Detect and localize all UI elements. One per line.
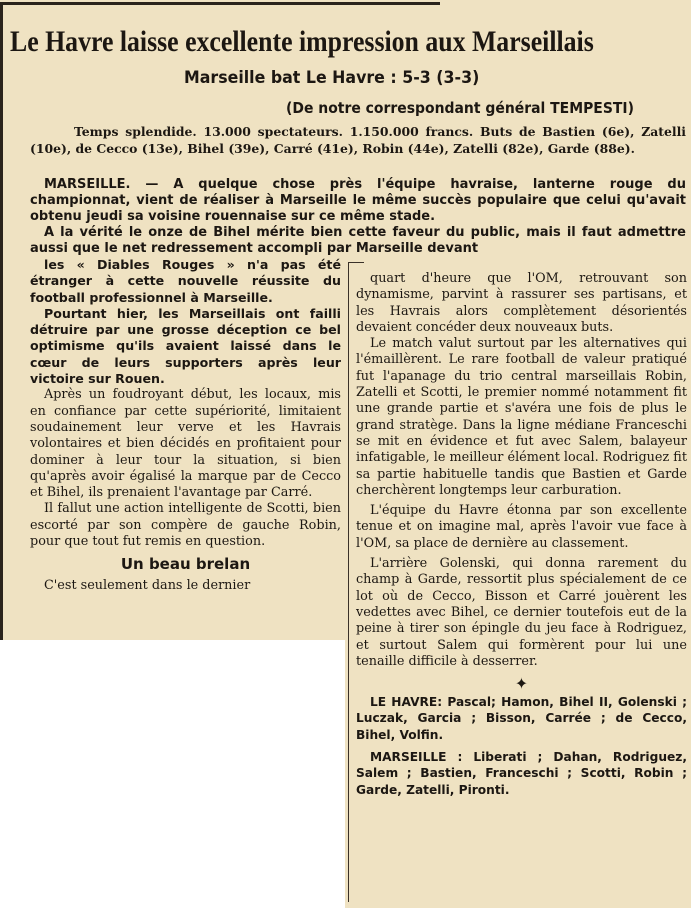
column-divider-cap [348,262,364,263]
article-byline: (De notre correspondant général TEMPESTI) [286,99,634,117]
right-paragraph-4: L'arrière Golenski, qui donna rarement du champ à Garde, ressortit plus spécialement de ce lot où de Cecco, Bisson et Carré jouèrent les vedettes avec Bihel, ce dernier toutefois eut de la peine à tirer son épingle du jeu face à Rodriguez, et surtout Salem qui formèrent pour lui une tenaille difficile à desserrer. [356,556,687,669]
right-paragraph-3: L'équipe du Havre étonna par son excellente tenue et on imagine mal, après l'avoir vue face à l'OM, sa place de dernière au classement. [356,503,687,551]
top-border-rule [0,2,440,5]
column-divider [348,262,349,902]
lead-paragraph-2: A la vérité le onze de Bihel mérite bien cette faveur du public, mais il faut admettre aussi que le net redressement accompli par Marseille devant [30,225,686,256]
lead-paragraph-1 [30,177,686,225]
article-lead [30,177,686,257]
team-lineups [356,694,687,798]
lead-text-1: A quelque chose près l'équipe havraise, lanterne rouge du championnat, vient de réaliser à Marseille le même succès populaire que celui qu'avait obtenu jeudi sa voisine rouennaise sur ce même stade. [30,177,686,224]
section-subtitle: Un beau brelan [120,555,251,574]
star-ornament-icon: ✦ [514,674,529,694]
left-column [30,257,341,595]
left-border-rule [0,2,3,640]
lineup-le-havre: LE HAVRE: Pascal; Hamon, Bihel II, Golenski ; Luczak, Garcia ; Bisson, Carrée ; de Cecco, Bihel, Volfin. [356,695,687,742]
lineup-marseille: MARSEILLE : Liberati ; Dahan, Rodriguez, Salem ; Bastien, Franceschi ; Scotti, Robin ; Garde, Zatelli, Pironti. [356,750,687,797]
dateline: MARSEILLE. — [44,177,159,192]
article-subhead: Marseille bat Le Havre : 5-3 (3-3) [184,68,480,88]
left-paragraph-2: Pourtant hier, les Marseillais ont failli détruire par une grosse déception ce bel optimisme qu'ils avaient laissé dans le cœur de leurs supporters après leur victoire sur Rouen. [30,305,341,387]
article-headline: Le Havre laisse excellente impression aux Marseillais [10,25,594,58]
right-paragraph-1: quart d'heure que l'OM, retrouvant son dynamisme, parvint à rassurer ses partisans, et les Havrais alors complètement désorientés devaient concéder deux nouveaux buts. [356,271,687,335]
left-paragraph-3: Après un foudroyant début, les locaux, mis en confiance par cette supériorité, limitaient soudainement leur verve et les Havrais volontaires et bien décidés en profitaient pour dominer à leur tour la situation, si bien qu'après avoir égalisé la marque par de Cecco et Bihel, ils prenaient l'avantage par Carré. [30,387,341,501]
match-summary: Temps splendide. 13.000 spectateurs. 1.150.000 francs. Buts de Bastien (6e), Zatelli (10e), de Cecco (13e), Bihel (39e), Carré (41e), Robin (44e), Zatelli (82e), Garde (88e). [30,124,686,156]
left-paragraph-4: Il fallut une action intelligente de Scotti, bien escorté par son compère de gauche Robin, pour que tout fut remis en question. [30,501,341,550]
left-paragraph-5: C'est seulement dans le dernier [44,578,251,594]
right-column [356,271,687,804]
left-paragraph-1: les « Diables Rouges » n'a pas été étranger à cette nouvelle réussite du football professionnel à Marseille. [30,257,341,305]
right-paragraph-2: Le match valut surtout par les alternatives qui l'émaillèrent. Le rare football de valeur pratiqué fut l'apanage du trio central marseillais Robin, Zatelli et Scotti, le premier nommé notamment fit une grande partie et s'avéra une fois de plus le grand stratège. Dans la ligne médiane Franceschi se mit en évidence et fut avec Salem, balayeur infatigable, le meilleur élément local. Rodriguez fit sa partie habituelle tandis que Bastien et Garde cherchèrent longtemps leur carburation. [356,336,687,498]
